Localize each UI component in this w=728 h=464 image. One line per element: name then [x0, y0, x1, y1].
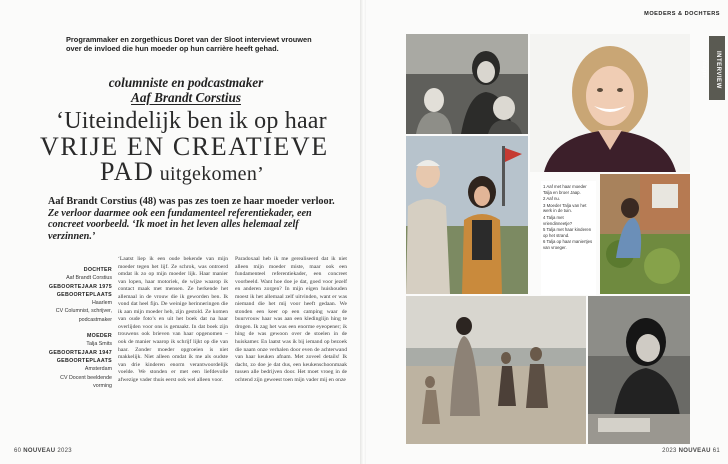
lead-paragraph: [48, 196, 348, 242]
folio-right-brand: NOUVEAU: [678, 448, 711, 454]
daughter-name: Aaf Brandt Corstius: [66, 275, 112, 282]
photo-couple-outdoors: [406, 136, 528, 294]
daughter-birthplace: Haarlem: [91, 300, 112, 307]
caption-5: 5 Talja met haar kinderen op het strand.: [543, 227, 592, 238]
headline-line-1: ‘Uiteindelijk ben ik op haar: [56, 108, 327, 134]
daughter-label: DOCHTER: [83, 267, 112, 273]
photo-mother-children-bw: [406, 34, 528, 134]
folio-left-brand: NOUVEAU: [23, 448, 56, 454]
photo-garden: [600, 174, 690, 294]
right-page: [366, 0, 728, 464]
mother-birthplace: Amsterdam: [84, 366, 112, 373]
folio-right-number: 61: [712, 448, 720, 454]
badge-sublabel: ledger: [701, 60, 708, 79]
photo-woman-table: [588, 296, 690, 444]
mother-birthyear: GEBOORTEJAAR 1947: [48, 349, 112, 356]
lead-bold: Aaf Brandt Corstius (48) was pas zes toen ze haar moeder verloor.: [48, 196, 335, 207]
daughter-birthplace-label: GEBOORTEPLAATS: [56, 291, 112, 298]
folio-left: [14, 448, 72, 454]
caption-3: 3 Moeder Talja van het werk in de tuin.: [543, 202, 587, 214]
headline: [30, 109, 350, 187]
body-column-2: Paradoxaal heb ik me gerealiseerd dat ik niet alleen mijn moeder miste, maar ook een fundamenteel referentiekader, een concreet voorbeeld. Want hoe doe je dat, goed voor jezelf en anderen zorgen? In mijn eigen huishouden moest ik het allemaal zelf uitvinden, want er was niemand die het mij voor heeft gedaan. We stonden een keer op een camping waar de buurvrouw haar was aan een kledinglijn hing te drogen. Ik zag het was een enorme eyeopener; ik hing de was gewoon over de stoelen in de huiskamer. En laatst was ik bij iemand op bezoek die naam onze verhalen door even de achterwand van haar keuken afnam. Met zoveel details! Ik dacht, zo doe je dat dus, een keukenschoonmaak tussen alle bedrijven door. Het moet vroeg in de ochtend zijn geweest toen mijn vader mij en onze: [235, 256, 347, 383]
badge-label: INTERVIEW: [715, 50, 721, 89]
headline-line-3-caps: PAD: [100, 157, 155, 186]
mother-name: Talja Smits: [86, 341, 112, 348]
folio-left-year: 2023: [57, 448, 72, 454]
headline-line-3: [30, 159, 350, 187]
fact-box: [40, 266, 112, 390]
kicker-name: Aaf Brandt Corstius: [131, 90, 241, 105]
caption-4: 4 Talja met vriendinneetje?: [543, 214, 573, 226]
fact-gap: [40, 324, 112, 332]
left-page: [0, 0, 362, 464]
folio-right-year: 2023: [662, 448, 677, 454]
folio-right: [662, 448, 720, 454]
daughter-cv: CV Columnist, schrijver, podcastmaker: [55, 308, 112, 323]
mother-cv: CV Docent beeldende vorming: [60, 374, 112, 389]
kicker-role: columniste en podcastmaker: [108, 75, 264, 90]
intro-text: Programmaker en zorgethicus Doret van der Sloot interviewt vrouwen over de invloed die hun moeder op hun carrière heeft gehad.: [66, 35, 312, 53]
body-column-1: ‘Laatst liep ik een oude bekende van mijn moeder tegen het lijf. Ze schrok, was ontroerd omdat ik zo op mijn moeder lijk. Haar manier van lopen, haar motoriek, de wijze waarop ik contact maak met mensen. Ze herkende het allemaal in de vrouw die ik geworden ben. Ik vond dat heel fijn. De weinige herinneringen die ik aan mijn moeder heb, zijn gestold. Ze komen van oude foto’s en uit het boek dat na haar overlijden voor ons is gemaakt. In dat boek zijn trouwens ook brieven van haar opgenomen – ook de manier waarop ik schrijf lijkt op die van haar. Zonder moeder opgroeien is niet makkelijk. Niet alleen omdat ik me als oudste van drie kinderen enorm verantwoordelijk voelde. We stonden er met een liefdevolle afwezige vader thuis eerst ook wel alleen voor.: [118, 256, 228, 383]
folio-left-number: 60: [14, 448, 22, 454]
caption-2: 2 Aaf nu.: [543, 196, 560, 202]
photo-portrait-aaf: [530, 34, 690, 172]
photo-captions: [541, 181, 596, 295]
mother-label: MOEDER: [86, 333, 112, 340]
headline-line-2: VRIJE EN CREATIEVE: [40, 132, 329, 161]
headline-line-3-rest: uitgekomen’: [154, 163, 265, 185]
caption-6: 6 Talja op haar maniertjes van vroeger.: [543, 239, 593, 250]
mother-birthplace-label: GEBOORTEPLAATS: [56, 357, 112, 364]
daughter-birthyear: GEBOORTEJAAR 1975: [48, 283, 112, 290]
section-label: MOEDERS & DOCHTERS: [644, 11, 720, 17]
caption-1: 1 Aaf met haar moeder Talja en broer Jaap.: [543, 184, 587, 195]
lead-italic: Ze verloor daarmee ook een fundamenteel referentiekader, een concreet voorbeeld. ‘Ik moet in het leven alles helemaal zelf verzinnen.’: [48, 207, 312, 242]
kicker: [86, 75, 286, 105]
photo-beach: [406, 296, 586, 444]
interview-badge: [701, 36, 725, 100]
